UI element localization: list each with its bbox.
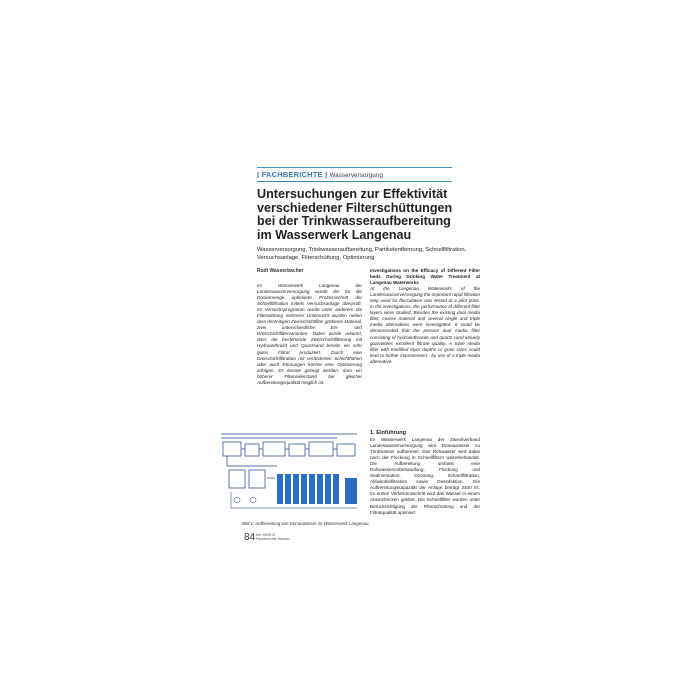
section-separator: |	[257, 170, 260, 179]
article-keywords: Wasserversorgung, Trinkwasseraufbereitung, Partikelentfernung, Schnellfiltration, Versuchsanlage, Filterschüttung, Optimierung	[257, 247, 467, 261]
header-rule-top	[257, 167, 452, 168]
section-label: FACHBERICHTE	[261, 170, 323, 179]
treatment-diagram	[217, 426, 362, 518]
section-header	[257, 170, 383, 179]
section-separator-2: |	[325, 170, 328, 179]
abstract-english	[370, 268, 480, 365]
abstract-english-body: At the Langenau Waterworks of the Landeswasserversorgung the important rapid filtration step used for flocculation was tested at a pilot plant. In the investigations, the performance of different filter layers were studied. Besides the existing dual media filter, coarse material and several single and triple media alternatives were investigated. It could be demonstrated that the present dual media filter consisting of hydroanthracite and quartz sand already guarantees excellent filtrate quality. A triple media filter with modified layer depths or grain sizes could lead to further improvement - by use of a triple media alternative.	[370, 286, 480, 364]
intro-text: Im Wasserwerk Langenau der Zweckverband Landeswasserversorgung wird Donauwasser zu Trinkwasser aufbereitet. Das Rohwasser wird dabei nach der Flockung in Schnellfiltern weiterbehandelt. Die Aufbereitung umfasst eine Rohwasservorbehandlung, Flockung und Sedimentation, Ozonung, Schnellfiltration, Aktivkohlefiltration sowie Desinfektion. Die Aufbereitungskapazität der Anlage beträgt 2400 l/s. Im ersten Verfahrensschritt wird das Wasser in einem Absetzbecken geklärt. Die Schnellfilter wurden unter Berücksichtigung der Filterschüttung und der Filtratqualität optimiert.	[370, 437, 480, 515]
page-number: 84	[244, 532, 256, 543]
figure-caption: Bild 1: Aufbereitung von Donauwasser im Wasserwerk Langenau.	[242, 521, 370, 526]
article-title: Untersuchungen zur Effektivität verschiedener Filterschüttungen bei der Trinkwasseraufbereitung im Wasserwerk Langenau	[257, 187, 453, 242]
header-rule-bottom	[257, 181, 452, 182]
footer-line-1: bbr 09/2013	[256, 533, 276, 537]
abstract-german: Im Wasserwerk Langenau der Landeswasserversorgung wurde der für die Dosiermenge optimierte Prozessschritt der Schnellfiltration mittels Versuchsanlage überprüft. Im Versuchsprogramm wurde unter anderem die Filterwirkung mehrerer Untersucht wurden neben dem derzeitigen Zweischichtfilter gröberes Material, zwei unterschiedliche Ein- und Dreischichtfiltervarianten. Dabei wurde erkannt, dass die bestehende Zweischichtfilterung mit Hydroanthrazit und Quarzsand bereits ein sehr gutes Filtrat produziert. Durch eine Dreischichtfiltration mit veränderten Schichthöhen oder auch Körnungen könnte eine Optimierung erfolgen. Es konnte gezeigt werden, dass ein höherer Filterwiderstand bei gleicher Aufbereitungsqualität möglich ist.	[257, 283, 362, 385]
article-author: Rudi Wasserbacher	[257, 268, 304, 274]
footer-info	[256, 533, 290, 541]
section-heading-intro: 1. Einführung	[370, 430, 407, 436]
subsection-label: Wasserversorgung	[329, 173, 384, 179]
abstract-english-heading: Investigations on the Efficacy of Different Filter beds During Drinking Water Treatment at Langenau Waterworks	[370, 268, 480, 286]
footer-line-2: Fachberichte Wasser	[256, 537, 290, 542]
